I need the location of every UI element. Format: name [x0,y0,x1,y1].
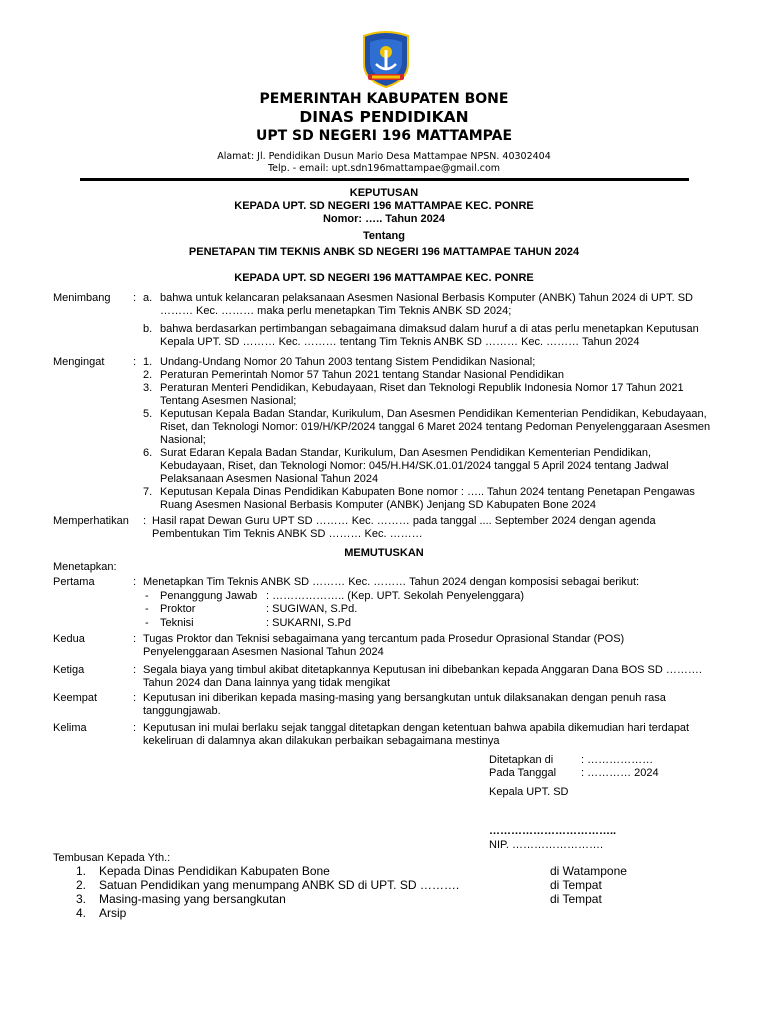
menimbang-label: Menimbang [53,292,111,304]
header-school: UPT SD NEGERI 196 MATTAMPAE [255,128,513,144]
kelima-line2: kekeliruan di dalamnya akan dilakukan perbaikan sebagaimana mestinya [143,735,500,747]
kelima-line1: Keputusan ini mulai berlaku sejak tanggal ditetapkan dengan ketentuan bahwa apabila dikemudian hari terdapat [143,722,690,734]
mengingat-line: Ruang Asesmen Nasional Berbasis Komputer (ANBK) Jenjang SD Kabupaten Bone 2024 [160,499,596,511]
title-penetapan: PENETAPAN TIM TEKNIS ANBK SD NEGERI 196 MATTAMPAE TAHUN 2024 [188,246,580,258]
keempat-line1: Keputusan ini diberikan kepada masing-masing yang bersangkutan untuk dilaksanakan dengan penuh rasa [143,692,666,704]
title-kepada-2: KEPADA UPT. SD NEGERI 196 MATTAMPAE KEC. PONRE [234,272,534,284]
header-address: Alamat: Jl. Pendidikan Dusun Mario Desa Mattampae NPSN. 40302404 [217,151,551,162]
tanggal-label: Pada Tanggal [489,767,557,779]
kedua-line2: Penyelenggaraan Asesmen Nasional Tahun 2024 [143,646,384,658]
title-keputusan: KEPUTUSAN [349,187,419,199]
ditetapkan-value: : ……………… [581,754,654,766]
ketiga-line2: Tahun 2024 dan Dana lainnya yang tidak mengikat [143,677,391,689]
pertama-text: Menetapkan Tim Teknis ANBK SD ……… Kec. ……… Tahun 2024 dengan komposisi sebagai berikut: [143,576,640,588]
tembusan-title: Tembusan Kepada Yth.: [53,852,171,864]
mengingat-colon: : [133,356,137,368]
header-divider [80,178,689,181]
signatory-title: Kepala UPT. SD [489,786,569,798]
menetapkan-label: Menetapkan: [53,561,117,573]
kedua-label: Kedua [53,633,85,645]
header-contact: Telp. - email: upt.sdn196mattampae@gmail.com [267,163,501,174]
memperhatikan-line1: Hasil rapat Dewan Guru UPT SD ……… Kec. ……… pada tanggal .... September 2024 dengan agenda [152,515,656,527]
tembusan-place: di Tempat [550,892,602,906]
mengingat-line: Keputusan Kepala Badan Standar, Kurikulum, Dan Asesmen Pendidikan Kementerian Pendidikan, Kebudayaan, [160,408,707,420]
mengingat-num: 5. [143,408,153,420]
menimbang-a-line1: bahwa untuk kelancaran pelaksanaan Asesmen Nasional Berbasis Komputer (ANBK) Tahun 2024 di UPT. SD [160,292,693,304]
menimbang-b-line2: Kepala UPT. SD ……… Kec. ……… tentang Tim Teknis ANBK SD ……… Kec. ……… Tahun 2024 [160,336,640,348]
mengingat-line: Riset, dan Teknologi Nomor: 019/H/KP/2024 tanggal 6 Maret 2024 tentang Pedoman Penyelenggaraan Asesmen [160,421,711,433]
keempat-colon: : [133,692,137,704]
member-value: : ……………….. (Kep. UPT. Sekolah Penyelenggara) [266,590,524,602]
ketiga-line1: Segala biaya yang timbul akibat ditetapkannya Keputusan ini dibebankan kepada Anggaran Dana BOS SD ………. [143,664,702,676]
member-role: Proktor [160,603,196,615]
title-kepada: KEPADA UPT. SD NEGERI 196 MATTAMPAE KEC. PONRE [234,200,534,212]
memperhatikan-line2: Pembentukan Tim Teknis ANBK SD ……… Kec. ……… [152,528,423,540]
kelima-colon: : [133,722,137,734]
title-nomor: Nomor: ….. Tahun 2024 [322,213,446,225]
member-dash: - [145,603,149,615]
ketiga-colon: : [133,664,137,676]
tembusan-text: Masing-masing yang bersangkutan [99,892,286,906]
memutuskan-heading: MEMUTUSKAN [344,547,424,559]
tembusan-place: di Watampone [550,864,627,878]
menimbang-b-line1: bahwa berdasarkan pertimbangan sebagaimana dimaksud dalam huruf a di atas perlu menetapkan Keputusan [160,323,699,335]
member-value: : SUKARNI, S.Pd [266,617,351,629]
mengingat-line: Pelaksanaan Asesmen Nasional Tahun 2024 [160,473,379,485]
mengingat-line: Nasional; [160,434,206,446]
header-department: DINAS PENDIDIKAN [299,108,469,126]
member-role: Teknisi [160,617,194,629]
memperhatikan-label: Memperhatikan [53,515,129,527]
mengingat-num: 3. [143,382,153,394]
member-value: : SUGIWAN, S.Pd. [266,603,358,615]
title-tentang: Tentang [363,230,405,242]
kedua-line1: Tugas Proktor dan Teknisi sebagaimana yang tercantum pada Prosedur Oprasional Standar (POS) [143,633,625,645]
mengingat-line: Peraturan Pemerintah Nomor 57 Tahun 2021 tentang Standar Nasional Pendidikan [160,369,565,381]
tembusan-text: Arsip [99,906,127,920]
mengingat-label: Mengingat [53,356,105,368]
signatory-name: …………………………….. [489,825,617,837]
tembusan-place: di Tempat [550,878,602,892]
mengingat-line: Surat Edaran Kepala Badan Standar, Kurikulum, Dan Asesmen Pendidikan Kementerian Pendidikan, [160,447,652,459]
kedua-colon: : [133,633,137,645]
mengingat-num: 1. [143,356,153,368]
tembusan-text: Kepada Dinas Pendidikan Kabupaten Bone [99,864,330,878]
mengingat-line: Undang-Undang Nomor 20 Tahun 2003 tentang Sistem Pendidikan Nasional; [160,356,536,368]
member-role: Penanggung Jawab [160,590,258,602]
menimbang-b-marker: b. [143,323,153,335]
tembusan-num: 4. [76,906,87,920]
kabupaten-bone-emblem-icon [358,30,414,88]
tembusan-num: 1. [76,864,87,878]
menimbang-colon: : [133,292,137,304]
tanggal-value: : ………… 2024 [581,767,659,779]
tembusan-text: Satuan Pendidikan yang menumpang ANBK SD di UPT. SD ………. [99,878,460,892]
mengingat-line: Tentang Asesmen Nasional; [160,395,297,407]
mengingat-line: Kebudayaan, Riset, dan Teknologi Nomor: 045/H.H4/SK.01.01/2024 tanggal 5 April 2024 tentang Jadwal [160,460,669,472]
ditetapkan-label: Ditetapkan di [489,754,554,766]
mengingat-line: Keputusan Kepala Dinas Pendidikan Kabupaten Bone nomor : ….. Tahun 2024 tentang Penetapan Pengawas [160,486,695,498]
pertama-label: Pertama [53,576,95,588]
mengingat-num: 2. [143,369,153,381]
mengingat-num: 7. [143,486,153,498]
ketiga-label: Ketiga [53,664,85,676]
header-government: PEMERINTAH KABUPATEN BONE [259,91,509,107]
member-dash: - [145,617,149,629]
menimbang-a-line2: ……… Kec. ……… maka perlu menetapkan Tim Teknis ANBK SD 2024; [160,305,512,317]
kelima-label: Kelima [53,722,87,734]
tembusan-num: 2. [76,878,87,892]
mengingat-num: 6. [143,447,153,459]
pertama-colon: : [133,576,137,588]
memperhatikan-colon: : [143,515,147,527]
member-dash: - [145,590,149,602]
signatory-nip: NIP. ……………………. [489,839,604,851]
mengingat-line: Peraturan Menteri Pendidikan, Kebudayaan, Riset dan Teknologi Republik Indonesia Nomor 17 Tahun 2021 [160,382,684,394]
header-address-block [0,151,768,175]
tembusan-num: 3. [76,892,87,906]
menimbang-a-marker: a. [143,292,153,304]
keempat-label: Keempat [53,692,98,704]
keempat-line2: tanggungjawab. [143,705,221,717]
